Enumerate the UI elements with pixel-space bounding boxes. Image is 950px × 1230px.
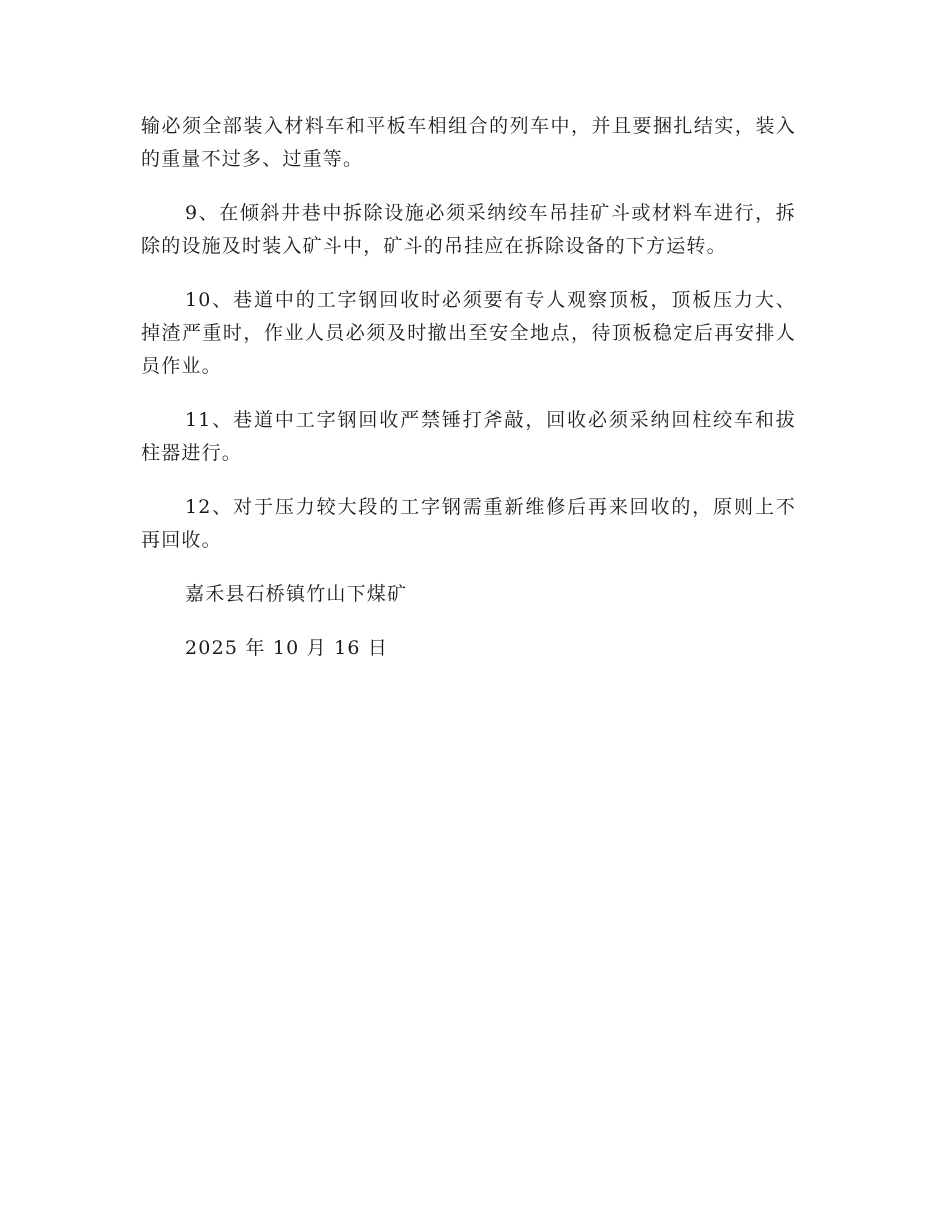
paragraph-item-10: 10、巷道中的工字钢回收时必须要有专人观察顶板，顶板压力大、掉渣严重时，作业人员必须及时撤出至安全地点，待顶板稳定后再安排人员作业。 (141, 289, 796, 377)
document-body (141, 110, 796, 686)
paragraph-item-9: 9、在倾斜井巷中拆除设施必须采纳绞车吊挂矿斗或材料车进行，拆除的设施及时装入矿斗中，矿斗的吊挂应在拆除设备的下方运转。 (141, 202, 796, 257)
signature-date: 2025 年 10 月 16 日 (185, 637, 389, 659)
paragraph-item-12: 12、对于压力较大段的工字钢需重新维修后再来回收的，原则上不再回收。 (141, 496, 796, 551)
signature-organization: 嘉禾县石桥镇竹山下煤矿 (185, 583, 408, 605)
paragraph-item-11: 11、巷道中工字钢回收严禁锤打斧敲，回收必须采纳回柱绞车和拔柱器进行。 (141, 409, 796, 464)
paragraph-continued: 输必须全部装入材料车和平板车相组合的列车中，并且要捆扎结实，装入的重量不过多、过重等。 (141, 115, 796, 170)
